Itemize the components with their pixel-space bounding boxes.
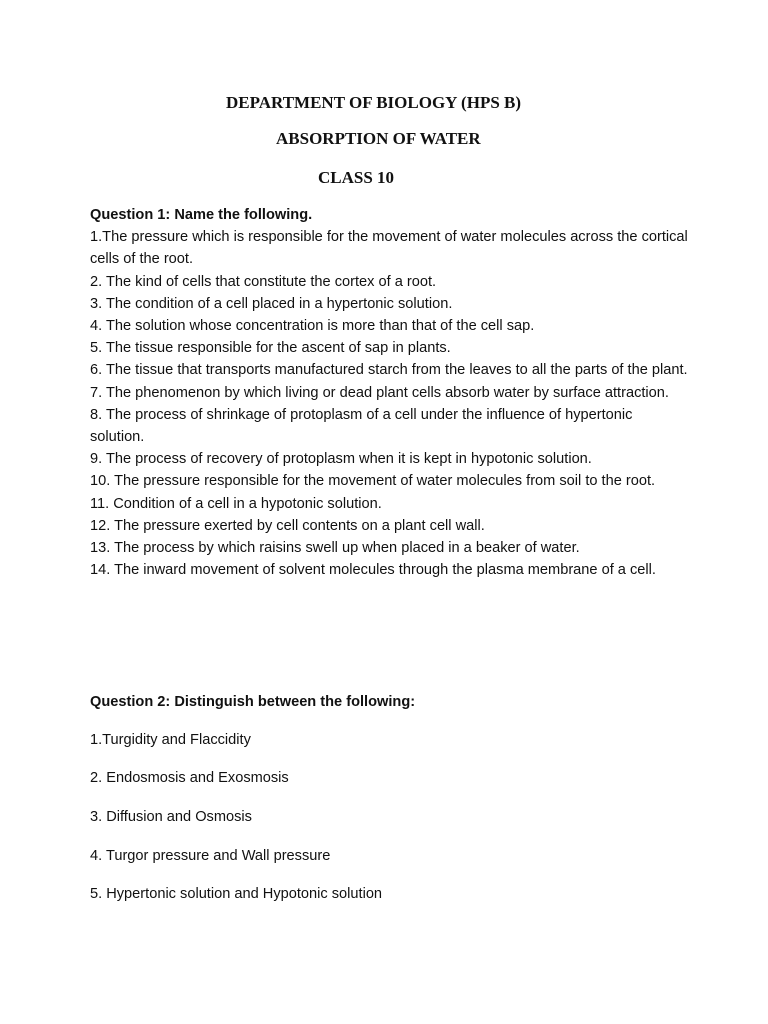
class-label: CLASS 10 — [318, 168, 395, 187]
list-item: 5. The tissue responsible for the ascent of sap in plants. — [90, 340, 451, 357]
list-item: 2. Endosmosis and Exosmosis — [90, 770, 289, 786]
list-item: 1.The pressure which is responsible for the movement of water molecules across the cortical cells of the root. — [90, 229, 688, 268]
topic-title: ABSORPTION OF WATER — [276, 129, 481, 148]
list-item: 3. The condition of a cell placed in a hypertonic solution. — [90, 295, 453, 312]
list-item: 11. Condition of a cell in a hypotonic solution. — [90, 495, 382, 512]
list-item: 5. Hypertonic solution and Hypotonic solution — [90, 886, 383, 902]
question-1-heading: Question 1: Name the following. — [90, 207, 313, 223]
department-title: DEPARTMENT OF BIOLOGY (HPS B) — [226, 93, 522, 112]
question-2-heading: Question 2: Distinguish between the following: — [90, 694, 416, 710]
list-item: 12. The pressure exerted by cell contents on a plant cell wall. — [90, 517, 485, 534]
list-item: 3. Diffusion and Osmosis — [90, 809, 252, 825]
list-item: 2. The kind of cells that constitute the cortex of a root. — [90, 273, 437, 290]
list-item: 10. The pressure responsible for the movement of water molecules from soil to the root. — [90, 473, 656, 490]
list-item: 4. Turgor pressure and Wall pressure — [90, 848, 331, 864]
list-item: 7. The phenomenon by which living or dead plant cells absorb water by surface attraction. — [90, 384, 669, 401]
list-item: 14. The inward movement of solvent molecules through the plasma membrane of a cell. — [90, 562, 656, 579]
question-1-section — [90, 204, 690, 581]
list-item: 6. The tissue that transports manufactured starch from the leaves to all the parts of the plant. — [90, 362, 688, 379]
list-item: 4. The solution whose concentration is more than that of the cell sap. — [90, 318, 535, 335]
list-item: 8. The process of shrinkage of protoplasm of a cell under the influence of hypertonic solution. — [90, 406, 633, 446]
list-item: 13. The process by which raisins swell up when placed in a beaker of water. — [90, 540, 580, 557]
list-item: 1.Turgidity and Flaccidity — [90, 732, 251, 748]
list-item: 9. The process of recovery of protoplasm when it is kept in hypotonic solution. — [90, 451, 592, 468]
